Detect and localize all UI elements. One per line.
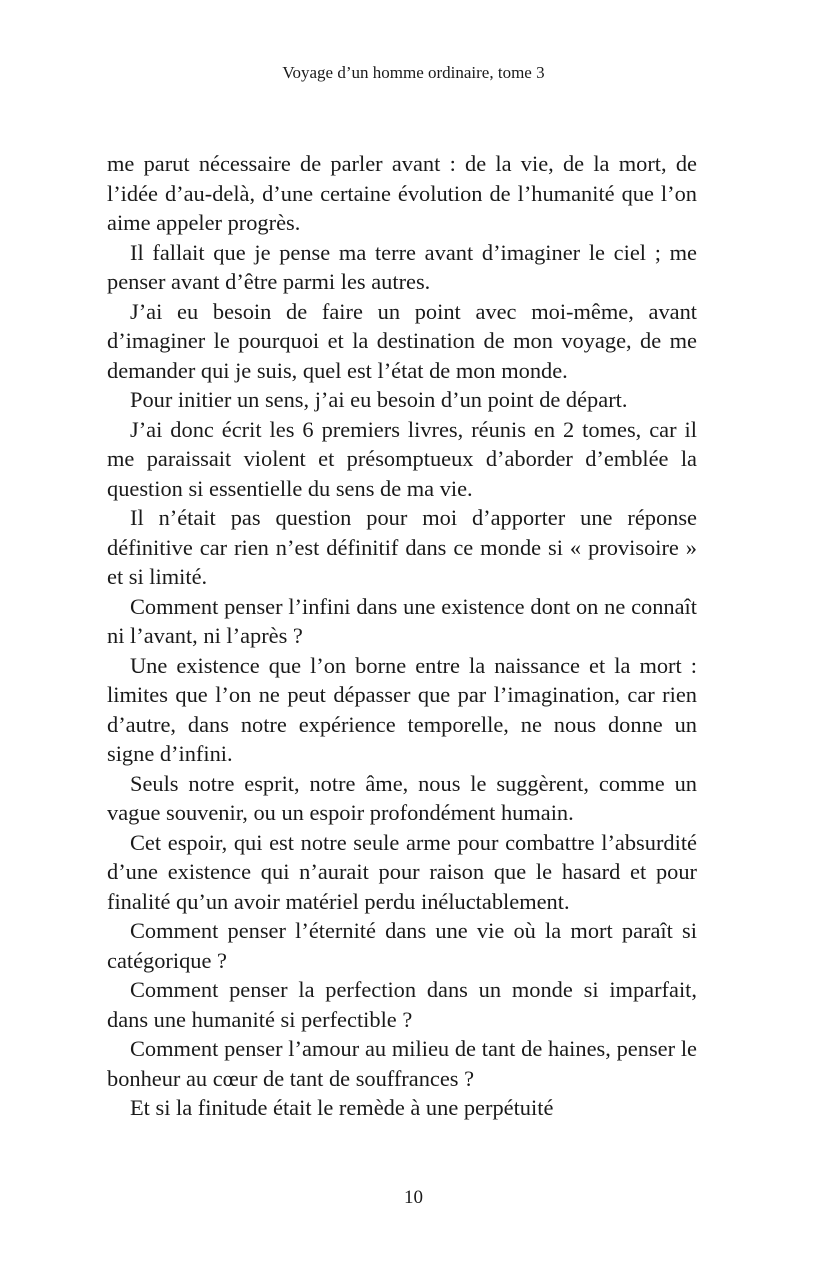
page-body <box>107 149 697 1123</box>
paragraph: Cet espoir, qui est notre seule arme pour combattre l’absurdité d’une existence qui n’aurait pour raison que le hasard et pour finalité qu’un avoir matériel perdu inéluctablement. <box>107 829 697 914</box>
paragraph: me parut nécessaire de parler avant : de la vie, de la mort, de l’idée d’au-delà, d’une certaine évolution de l’humanité que l’on aime appeler progrès. <box>107 151 697 235</box>
paragraph: Comment penser l’infini dans une existence dont on ne connaît ni l’avant, ni l’après ? <box>107 593 697 648</box>
paragraph: Comment penser l’amour au milieu de tant de haines, penser le bonheur au cœur de tant de souffrances ? <box>107 1036 697 1091</box>
paragraph: Comment penser la perfection dans un monde si imparfait, dans une humanité si perfectible ? <box>107 977 697 1032</box>
paragraph: Une existence que l’on borne entre la naissance et la mort : limites que l’on ne peut dépasser que par l’imagination, car rien d’autre, dans notre expérience temporelle, ne nous donne un signe d’infini. <box>107 652 697 766</box>
paragraph: Et si la finitude était le remède à une perpétuité <box>130 1095 554 1120</box>
paragraph: Pour initier un sens, j’ai eu besoin d’un point de départ. <box>130 387 628 412</box>
page-number: 10 <box>404 1187 423 1208</box>
running-header: Voyage d’un homme ordinaire, tome 3 <box>282 63 545 82</box>
paragraph: Comment penser l’éternité dans une vie où la mort paraît si catégorique ? <box>107 918 697 973</box>
paragraph: J’ai donc écrit les 6 premiers livres, réunis en 2 tomes, car il me paraissait violent et présomptueux d’aborder d’emblée la question si essentielle du sens de ma vie. <box>107 416 697 501</box>
paragraph: Il fallait que je pense ma terre avant d’imaginer le ciel ; me penser avant d’être parmi les autres. <box>107 239 697 294</box>
paragraph: Il n’était pas question pour moi d’apporter une réponse définitive car rien n’est définitif dans ce monde si « provisoire » et si limité. <box>107 505 697 589</box>
paragraph: Seuls notre esprit, notre âme, nous le suggèrent, comme un vague souvenir, ou un espoir profondément humain. <box>107 770 697 825</box>
paragraph: J’ai eu besoin de faire un point avec moi-même, avant d’imaginer le pourquoi et la destination de mon voyage, de me demander qui je suis, quel est l’état de mon monde. <box>107 298 697 383</box>
